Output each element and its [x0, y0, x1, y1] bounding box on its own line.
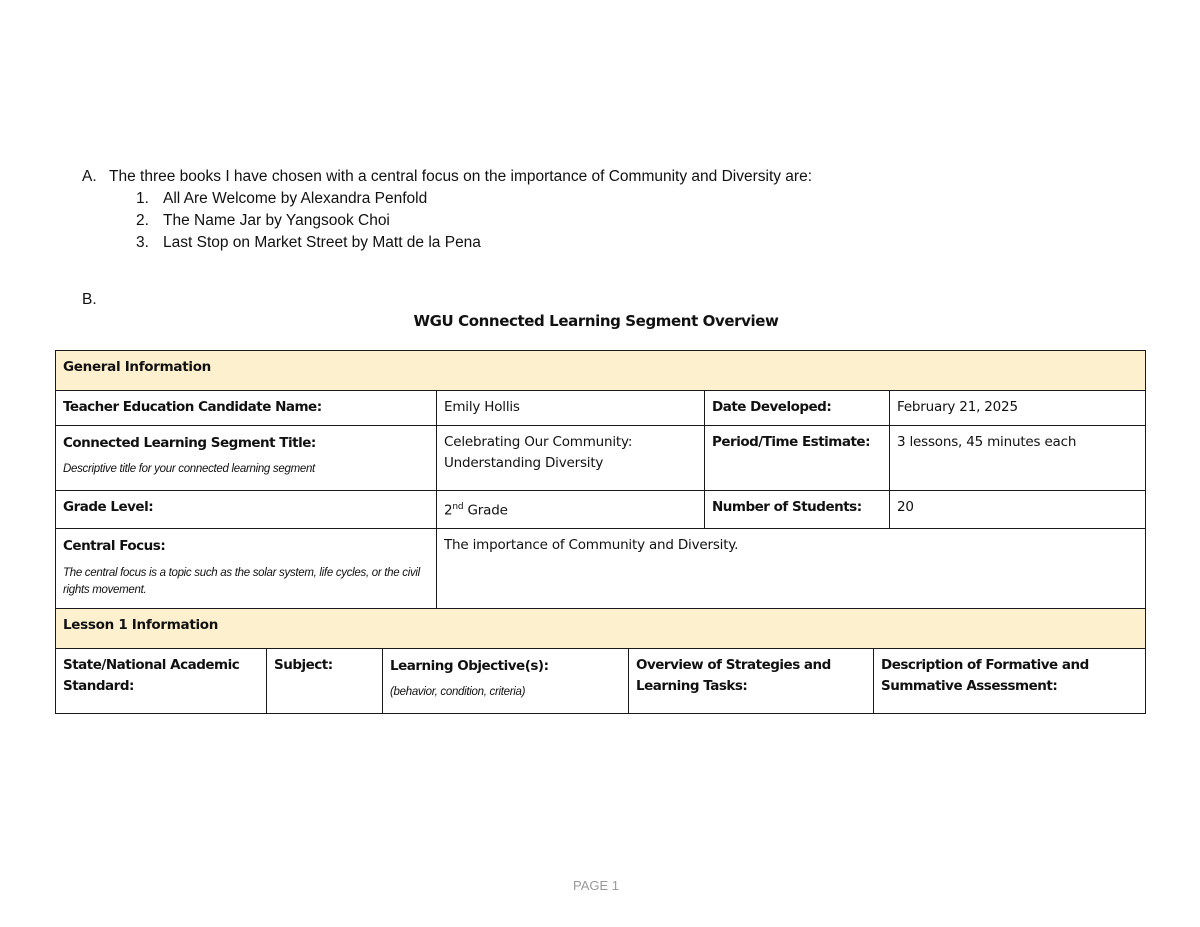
intro-text: The three books I have chosen with a central focus on the importance of Community and Diversity are:	[109, 168, 813, 185]
book-title: Last Stop on Market Street by Matt de la Pena	[163, 234, 481, 251]
table-row	[56, 426, 1146, 491]
period-estimate-label: Period/Time Estimate:	[705, 426, 890, 491]
book-title: All Are Welcome by Alexandra Penfold	[163, 190, 428, 207]
book-item	[82, 188, 1142, 210]
book-list-section	[82, 166, 1142, 254]
table-row	[56, 491, 1146, 529]
subject-header: Subject:	[267, 649, 383, 714]
book-item	[82, 210, 1142, 232]
strategies-header: Overview of Strategies and Learning Tasks:	[629, 649, 874, 714]
learning-objective-hint: (behavior, condition, criteria)	[390, 686, 526, 698]
general-information-table	[55, 350, 1146, 610]
table-row	[56, 528, 1146, 609]
number-of-students-label: Number of Students:	[705, 491, 890, 529]
list-marker: A.	[82, 168, 97, 185]
list-marker: 3.	[136, 234, 149, 251]
learning-objective-header: Learning Objective(s):	[390, 658, 549, 674]
lesson-1-header-row	[56, 609, 1146, 649]
page-number: PAGE 1	[572, 878, 619, 893]
table-row	[56, 649, 1146, 714]
segment-title-hint: Descriptive title for your connected learning segment	[63, 463, 315, 475]
central-focus-hint: The central focus is a topic such as the solar system, life cycles, or the civil rights movement.	[63, 566, 420, 596]
grade-suffix: nd	[452, 502, 464, 512]
book-title: The Name Jar by Yangsook Choi	[163, 212, 390, 229]
grade-number: 2	[444, 502, 453, 519]
segment-title-label: Connected Learning Segment Title:	[63, 435, 316, 451]
section-b-marker: B.	[82, 291, 97, 308]
central-focus-cell	[56, 528, 437, 609]
candidate-name-label: Teacher Education Candidate Name:	[56, 391, 437, 426]
lesson-1-information-table	[55, 608, 1146, 714]
intro-line	[82, 166, 1142, 188]
date-developed-value[interactable]: February 21, 2025	[890, 391, 1146, 426]
grade-level-label: Grade Level:	[56, 491, 437, 529]
number-of-students-value[interactable]: 20	[890, 491, 1146, 529]
list-marker: 2.	[136, 212, 149, 229]
period-estimate-value[interactable]: 3 lessons, 45 minutes each	[890, 426, 1146, 491]
segment-title-value[interactable]: Celebrating Our Community: Understanding Diversity	[437, 426, 705, 491]
assessment-header: Description of Formative and Summative Assessment:	[874, 649, 1146, 714]
lesson-1-heading: Lesson 1 Information	[56, 609, 1146, 649]
central-focus-label: Central Focus:	[63, 537, 166, 554]
date-developed-label: Date Developed:	[705, 391, 890, 426]
learning-objective-cell	[383, 649, 629, 714]
academic-standard-header: State/National Academic Standard:	[56, 649, 267, 714]
grade-word: Grade	[463, 502, 508, 519]
book-item	[82, 232, 1142, 254]
document-title: WGU Connected Learning Segment Overview	[413, 312, 779, 330]
list-marker: 1.	[136, 190, 149, 207]
candidate-name-value[interactable]: Emily Hollis	[437, 391, 705, 426]
grade-level-value[interactable]	[437, 491, 705, 529]
general-information-header-row	[56, 351, 1146, 391]
table-row	[56, 391, 1146, 426]
general-information-heading: General Information	[56, 351, 1146, 391]
segment-title-cell	[56, 426, 437, 491]
central-focus-value[interactable]: The importance of Community and Diversity.	[437, 528, 1146, 609]
